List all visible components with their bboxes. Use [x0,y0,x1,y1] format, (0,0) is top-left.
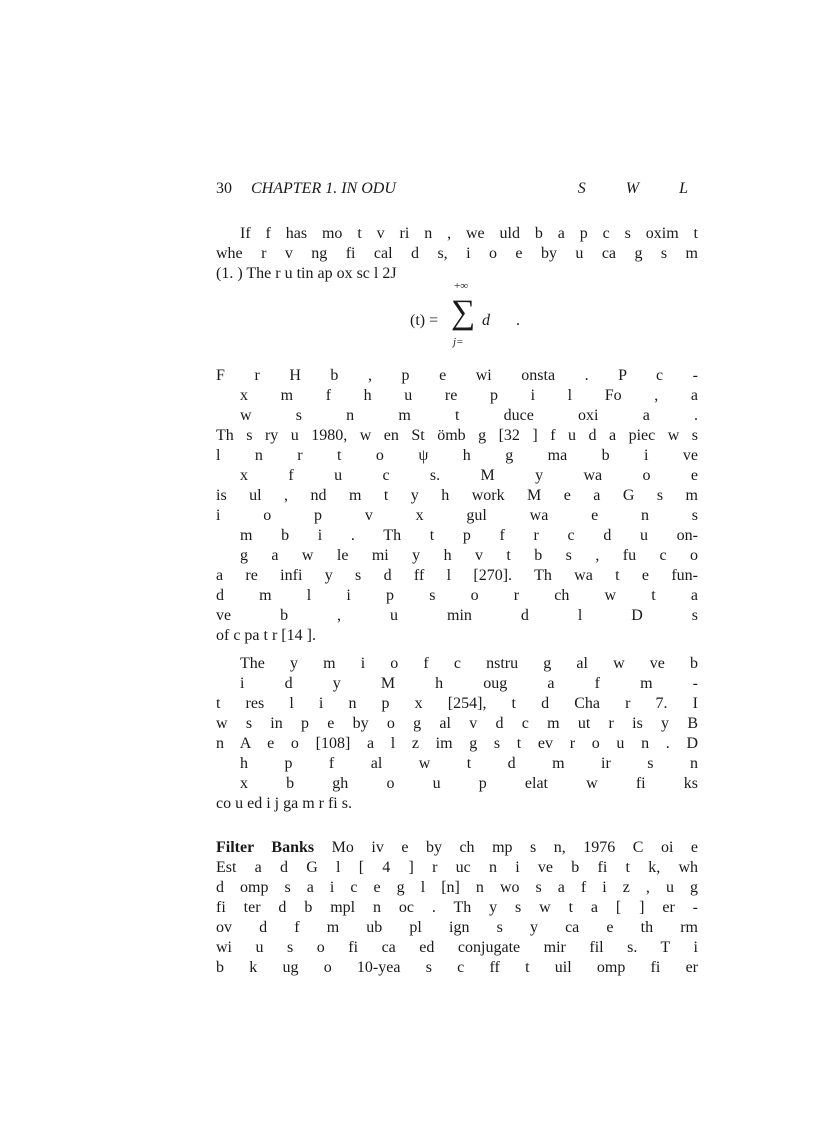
text-line: w s n m t duce oxi a . [240,407,698,424]
text-line: d m l i p s o r ch w t a [216,587,698,604]
text-line: Th s ry u 1980, w en St ömb g [32 ] f u d a piec w s [216,427,698,444]
equation-lhs: (t) = [410,312,439,329]
section-title: S W L [577,180,688,197]
chapter-title: CHAPTER 1. IN ODU [251,180,396,197]
text-line: ve b , u min d l D s [216,607,698,624]
text-line: co u ed i j ga m r fi s. [216,795,352,812]
text-line: t res l i n p x [254], t d Cha r 7. I [216,695,698,712]
sum-upper-limit: +∞ [454,280,469,292]
display-equation [410,270,530,350]
text-line: b k ug o 10-yea s c ff t uil omp fi er [216,959,698,976]
runin-heading: Filter Banks [216,839,315,856]
text-line: i d y M h oug a f m - [240,675,698,692]
text-line [216,838,698,858]
text-line: wi u s o fi ca ed conjugate mir fil s. T i [216,939,698,956]
paragraph-filter-banks [216,838,698,978]
text-line: x m f h u re p i l Fo , a [240,387,698,404]
equation-term: d [482,312,490,329]
text-line: If f has mo t v ri n , we uld b a p c s oxim t [240,225,698,242]
paragraph-history [216,366,698,646]
text-line: g a w le mi y h v t b s , fu c o [240,547,698,564]
text-line: (1. ) The r u tin ap ox sc l 2J [216,265,397,282]
text-line: Est a d G l [ 4 ] r uc n i ve b fi t k, wh [216,859,698,876]
sum-symbol: ∑ [451,294,476,331]
text-line: h p f al w t d m ir s n [240,755,698,772]
sum-lower-limit: j= [453,336,464,348]
text-line: is ul , nd m t y h work M e a G s m [216,487,698,504]
text-line: w s in p e by o g al v d c m ut r is y B [216,715,698,732]
text-line: x b gh o u p elat w fi ks [240,775,698,792]
text-line: i o p v x gul wa e n s [216,507,698,524]
text-line: The y m i o f c nstru g al w ve b [240,655,698,672]
text-line: a re infi y s d ff l [270]. Th wa t e fun- [216,567,698,584]
text-line: m b i . Th t p f r c d u on- [240,527,698,544]
text-line-rest: Mo iv e by ch mp s n, 1976 C oi e [331,839,698,856]
text-line: F r H b , p e wi onsta . P c - [216,367,698,384]
text-line: x f u c s. M y wa o e [240,467,698,484]
text-line: fi ter d b mpl n oc . Th y s w t a [ ] er - [216,899,698,916]
text-line: l n r t o ψ h g ma b i ve [216,447,698,464]
text-line: whe r v ng fi cal d s, i o e by u ca g s m [216,245,698,262]
text-line: of c pa t r [14 ]. [216,627,316,644]
text-line: n A e o [108] a l z im g s t ev r o u n . D [216,735,698,752]
text-line: ov d f m ub pl ign s y ca e th rm [216,919,698,936]
text-line: d omp s a i c e g l [n] n wo s a f i z , u g [216,879,698,896]
running-head [216,178,702,200]
equation-period: . [516,312,520,329]
paragraph-construction [216,654,698,814]
page-number: 30 [216,180,232,197]
